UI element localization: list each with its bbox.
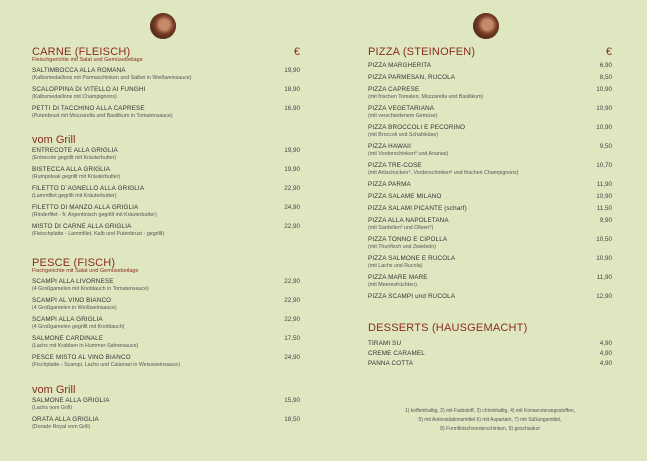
menu-item xyxy=(32,67,300,82)
item-price: 10,70 xyxy=(596,162,612,169)
item-price: 9,90 xyxy=(599,217,612,224)
item-name: SALMONE CARDINALE xyxy=(32,335,104,342)
footnote-line: 1) koffeinhaltig, 2) mit Farbstoff, 3) chininhaltig, 4) mit Konservierungsstoffen, xyxy=(404,408,576,414)
item-name: PIZZA TONNO E CIPOLLA xyxy=(368,236,448,243)
item-description: (Kalbsmedaillons mit Champignons) xyxy=(32,94,117,100)
item-description: (Fischplatte - Scampi, Lachs und Calamari in Weissweinsauce) xyxy=(32,362,180,368)
item-price: 6,90 xyxy=(599,62,612,69)
item-description: (mit frischen Tomaten, Mozzarella und Basilikum) xyxy=(368,94,484,100)
item-price: 8,50 xyxy=(599,74,612,81)
menu-item xyxy=(368,350,612,358)
item-name: CREME CARAMEL xyxy=(368,350,425,357)
menu-item xyxy=(32,316,300,331)
menu-item xyxy=(368,293,612,301)
menu-item xyxy=(32,297,300,312)
item-name: PIZZA BROCCOLI E PECORINO xyxy=(368,124,466,131)
item-price: 22,90 xyxy=(284,316,300,323)
item-price: 22,90 xyxy=(284,223,300,230)
item-description: (Rumpsteak gegrillt mit Kräuterbutter) xyxy=(32,174,121,180)
section-subtitle: Fischgerichte mit Salat und Gemüsebeilage xyxy=(32,268,139,274)
item-price: 4,90 xyxy=(599,350,612,357)
medallion-logo-icon xyxy=(473,13,499,39)
item-price: 18,50 xyxy=(284,416,300,423)
item-name: SALMONE ALLA GRIGLIA xyxy=(32,397,110,404)
menu-item xyxy=(32,354,300,369)
item-name: PIZZA SALAME MILANO xyxy=(368,193,442,200)
section-carne xyxy=(32,46,300,120)
item-name: TIRAMI SU xyxy=(368,340,402,347)
menu-item xyxy=(368,62,612,70)
menu-item xyxy=(368,255,612,270)
item-description: (mit Thunfisch und Zwiebeln) xyxy=(368,244,436,250)
item-name: PIZZA ALLA NAPOLETANA xyxy=(368,217,449,224)
menu-page-right xyxy=(368,0,612,461)
item-description: (Kalbsmedaillons mit Parmaschinken und Salbei in Weißweinsauce) xyxy=(32,75,192,81)
section-title: DESSERTS (HAUSGEMACHT) xyxy=(368,322,528,334)
menu-item xyxy=(32,397,300,412)
menu-item xyxy=(368,205,612,213)
menu-item xyxy=(368,236,612,251)
item-description: (Dorade Royal vom Grill) xyxy=(32,424,91,430)
item-price: 11,90 xyxy=(596,274,612,281)
item-description: (Lammfilet gegrillt mit Kräuterbutter) xyxy=(32,193,117,199)
item-description: (mit Meeresfrüchten) xyxy=(368,282,417,288)
footnotes xyxy=(368,407,612,434)
item-name: PIZZA PARMESAN, RUCOLA xyxy=(368,74,456,81)
item-name: PIZZA SALMONE E RUCOLA xyxy=(368,255,456,262)
item-price: 10,90 xyxy=(596,193,612,200)
menu-item xyxy=(368,105,612,120)
item-name: SCAMPI AL VINO BIANCO xyxy=(32,297,112,304)
item-name: SALTIMBOCCA ALLA ROMANA xyxy=(32,67,126,74)
item-name: ORATA ALLA GRIGLIA xyxy=(32,416,99,423)
item-name: SCALOPPINA DI VITELLO AI FUNGHI xyxy=(32,86,146,93)
item-description: (Putenbrust mit Mozzarella und Basilikum in Tomatensauce) xyxy=(32,113,173,119)
item-description: (Fleischplatte - Lammfilet, Kalb und Putenbrust - gegrillt) xyxy=(32,231,165,237)
section-pesce xyxy=(32,257,300,369)
item-name: MISTO DI CARNE ALLA GRIGLIA xyxy=(32,223,132,230)
menu-item xyxy=(368,86,612,101)
item-name: PIZZA CAPRESE xyxy=(368,86,420,93)
item-price: 10,50 xyxy=(596,236,612,243)
item-price: 24,90 xyxy=(284,204,300,211)
item-price: 10,90 xyxy=(596,124,612,131)
item-description: (Lachs mit Krabben in Hummer-Sahnesauce) xyxy=(32,343,139,349)
menu-item xyxy=(368,274,612,289)
item-price: 18,90 xyxy=(284,86,300,93)
menu-item xyxy=(32,105,300,120)
item-description: (mit Sardellen³ und Oliven⁹) xyxy=(368,225,434,231)
item-price: 17,50 xyxy=(284,335,300,342)
item-price: 9,50 xyxy=(599,143,612,150)
menu-item xyxy=(32,416,300,431)
item-price: 19,90 xyxy=(284,147,300,154)
item-name: FILETTO D´AGNELLO ALLA GRIGLIA xyxy=(32,185,145,192)
footnote-line: 8) Formfleischvorderschinken, 9) geschwärzt xyxy=(440,426,540,432)
menu-page-left xyxy=(32,0,300,461)
item-name: PIZZA TRE-COSE xyxy=(368,162,422,169)
item-description: (mit Broccoli und Schafskäse) xyxy=(368,132,439,138)
currency-symbol: € xyxy=(605,46,612,58)
menu-item xyxy=(32,185,300,200)
item-price: 16,90 xyxy=(284,105,300,112)
item-price: 15,90 xyxy=(284,397,300,404)
menu-item xyxy=(368,360,612,368)
item-description: (Entrecote gegrillt mit Kräuterbutter) xyxy=(32,155,117,161)
item-price: 12,90 xyxy=(596,293,612,300)
section-pesce-grill xyxy=(32,384,300,431)
item-price: 22,90 xyxy=(284,278,300,285)
section-title: CARNE (FLEISCH) xyxy=(32,46,131,58)
item-description: (Lachs vom Grill) xyxy=(32,405,73,411)
item-name: PIZZA MARE MARE xyxy=(368,274,428,281)
item-price: 11,90 xyxy=(596,181,612,188)
item-name: ENTRECOTE ALLA GRIGLIA xyxy=(32,147,118,154)
item-name: PANNA COTTA xyxy=(368,360,414,367)
item-description: (mit verschiedenem Gemüse) xyxy=(368,113,438,119)
item-name: SCAMPI ALLA LIVORNESE xyxy=(32,278,114,285)
menu-item xyxy=(368,193,612,201)
menu-item xyxy=(32,147,300,162)
grill-title: vom Grill xyxy=(32,134,76,146)
item-price: 11,50 xyxy=(596,205,612,212)
menu-item xyxy=(368,340,612,348)
item-price: 10,90 xyxy=(596,255,612,262)
item-name: BISTECCA ALLA GRIGLIA xyxy=(32,166,111,173)
menu-item xyxy=(32,223,300,238)
item-price: 22,90 xyxy=(284,185,300,192)
menu-item xyxy=(368,181,612,189)
section-title: PESCE (FISCH) xyxy=(32,257,116,269)
item-description: (mit Vorderschinken⁸ und Ananas) xyxy=(368,151,449,157)
menu-item xyxy=(368,124,612,139)
currency-symbol: € xyxy=(293,46,300,58)
item-price: 10,90 xyxy=(596,86,612,93)
item-description: (4 Großgamelen in Weißweinsauce) xyxy=(32,305,117,311)
section-subtitle: Fleischgerichte mit Salat und Gemüsebeilage xyxy=(32,57,143,63)
menu-item xyxy=(32,86,300,101)
item-price: 4,90 xyxy=(599,340,612,347)
menu-item xyxy=(32,335,300,350)
item-description: (4 Großgamelen gegrillt mit Knoblauch) xyxy=(32,324,125,330)
item-price: 22,90 xyxy=(284,297,300,304)
item-price: 4,90 xyxy=(599,360,612,367)
item-name: SCAMPI ALLA GRIGLIA xyxy=(32,316,103,323)
item-price: 19,90 xyxy=(284,166,300,173)
item-description: (4 Großgamelen mit Knoblauch in Tomatensauce) xyxy=(32,286,149,292)
item-name: PIZZA SCAMPI und RUCOLA xyxy=(368,293,456,300)
item-name: PIZZA HAWAII xyxy=(368,143,411,150)
menu-item xyxy=(32,166,300,181)
item-name: FILETTO DI MANZO ALLA GRIGLIA xyxy=(32,204,139,211)
menu-item xyxy=(368,143,612,158)
section-pizza xyxy=(368,46,612,301)
section-desserts xyxy=(368,322,612,368)
item-description: (mit Lachs und Rucola) xyxy=(368,263,423,269)
item-price: 19,90 xyxy=(284,67,300,74)
section-title: PIZZA (STEINOFEN) xyxy=(368,46,476,58)
grill-title: vom Grill xyxy=(32,384,76,396)
item-price: 24,90 xyxy=(284,354,300,361)
menu-item xyxy=(368,74,612,82)
item-name: PIZZA SALAMI PICANTE (scharf) xyxy=(368,205,467,212)
menu-item xyxy=(368,162,612,177)
item-description: (Rinderfilet - fr. Argentinisch gegrillt mit Kräuterbutter) xyxy=(32,212,157,218)
item-description: (mit Artischocken⁹, Vorderschinken⁸ und frischen Champignons) xyxy=(368,170,519,176)
item-price: 10,90 xyxy=(596,105,612,112)
item-name: PETTI DI TACCHINO ALLA CAPRESE xyxy=(32,105,145,112)
section-carne-grill xyxy=(32,134,300,238)
item-name: PESCE MISTO AL VINO BIANCO xyxy=(32,354,131,361)
menu-item xyxy=(32,204,300,219)
item-name: PIZZA MARGHERITA xyxy=(368,62,432,69)
menu-item xyxy=(368,217,612,232)
menu-item xyxy=(32,278,300,293)
item-name: PIZZA VEGETARIANA xyxy=(368,105,435,112)
medallion-logo-icon xyxy=(150,13,176,39)
footnote-line: 5) mit Antioxidationsmittel 6) mit Aspartam, 7) mit Süßungsmittel, xyxy=(418,417,562,423)
item-name: PIZZA PARMA xyxy=(368,181,411,188)
